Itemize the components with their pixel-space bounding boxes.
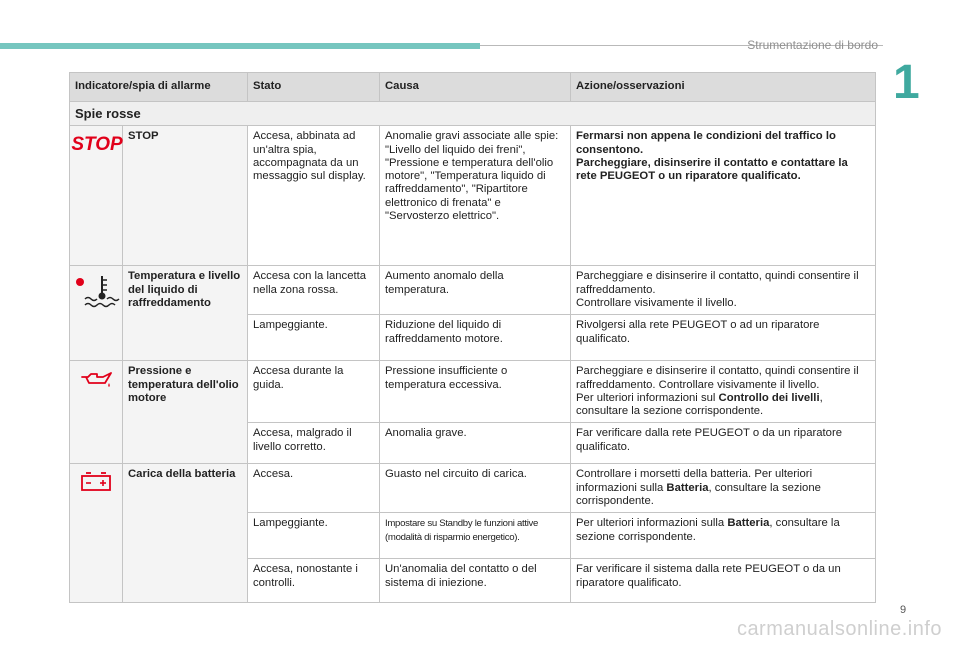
- battery-charge-icon: [79, 472, 113, 492]
- cause-text: Pressione insufficiente o temperatura eccessiva.: [380, 361, 571, 423]
- state-text: Lampeggiante.: [248, 315, 380, 361]
- table-row-oil: [70, 361, 876, 423]
- action-text: Rivolgersi alla rete PEUGEOT o ad un riparatore qualificato.: [571, 315, 876, 361]
- table-row-coolant: [70, 266, 876, 315]
- coolant-icon-cell: [70, 266, 123, 361]
- action-text: [571, 126, 876, 266]
- action-text: Far verificare dalla rete PEUGEOT o da un riparatore qualificato.: [571, 423, 876, 464]
- cause-text: Riduzione del liquido di raffreddamento motore.: [380, 315, 571, 361]
- cause-text: Aumento anomalo della temperatura.: [380, 266, 571, 315]
- chapter-number: 1: [893, 56, 920, 109]
- page-number: 9: [900, 604, 907, 616]
- action-line: Controllare visivamente il livello.: [576, 296, 737, 309]
- stop-warning-icon: [71, 134, 123, 156]
- state-text: Accesa con la lancetta nella zona rossa.: [248, 266, 380, 315]
- warning-lights-table: [69, 72, 876, 603]
- cause-text: Guasto nel circuito di carica.: [380, 464, 571, 513]
- action-line: Fermarsi non appena le condizioni del traffico lo consentono.: [576, 130, 836, 156]
- table-row-stop: [70, 126, 876, 266]
- category-band-label: Spie rosse: [70, 102, 876, 126]
- cause-text: Anomalia grave.: [380, 423, 571, 464]
- action-part: Per ulteriori informazioni sul: [576, 391, 719, 404]
- state-text: Accesa, malgrado il livello corretto.: [248, 423, 380, 464]
- header-accent-bar: [0, 43, 480, 49]
- action-text: [571, 513, 876, 559]
- indicator-name: Pressione e temperatura dell'olio motore: [123, 361, 248, 464]
- indicator-name: Temperatura e livello del liquido di raffreddamento: [123, 266, 248, 361]
- coolant-temperature-icon: [75, 274, 123, 310]
- action-text: [571, 266, 876, 315]
- cause-text: Anomalie gravi associate alle spie: "Livello del liquido dei freni", "Pressione e temperatura dell'olio motore", "Temperatura liquido di raffreddamento", "Ripartitore elettronico di frenata" e "Servosterzo elettrico".: [380, 126, 571, 266]
- action-text: [571, 361, 876, 423]
- oil-pressure-icon: [76, 369, 116, 391]
- oil-icon-cell: [70, 361, 123, 464]
- action-bold: Controllo dei livelli: [718, 391, 820, 404]
- indicator-name: Carica della batteria: [123, 464, 248, 603]
- battery-icon-cell: [70, 464, 123, 603]
- column-header-indicator: Indicatore/spia di allarme: [70, 73, 248, 102]
- action-bold: Batteria: [727, 517, 770, 530]
- table-header-row: [70, 73, 876, 102]
- column-header-state: Stato: [248, 73, 380, 102]
- state-text: Accesa.: [248, 464, 380, 513]
- action-part: Controllare i morsetti della batteria. Per ulteriori informazioni sulla: [576, 468, 813, 494]
- action-bold: Batteria: [666, 481, 709, 494]
- stop-icon-cell: [70, 126, 123, 266]
- action-part: , consultare la sezione corrispondente.: [576, 517, 840, 543]
- state-text: Accesa, abbinata ad un'altra spia, accompagnata da un messaggio sul display.: [248, 126, 380, 266]
- action-text: Far verificare il sistema dalla rete PEUGEOT o da un riparatore qualificato.: [571, 559, 876, 603]
- watermark[interactable]: carmanualsonline.info: [736, 618, 942, 640]
- section-title: Strumentazione di bordo: [747, 38, 878, 52]
- action-part: Parcheggiare e disinserire il contatto, quindi consentire il raffreddamento. Controllare visivamente il livello.: [576, 365, 859, 391]
- state-text: Accesa durante la guida.: [248, 361, 380, 423]
- state-text: Lampeggiante.: [248, 513, 380, 559]
- action-part: Per ulteriori informazioni sulla: [576, 517, 728, 530]
- state-text: Accesa, nonostante i controlli.: [248, 559, 380, 603]
- action-part: , consultare la sezione corrispondente.: [576, 391, 823, 418]
- cause-text: Un'anomalia del contatto o del sistema di iniezione.: [380, 559, 571, 603]
- action-text: [571, 464, 876, 513]
- action-part: , consultare la sezione corrispondente.: [576, 481, 821, 508]
- category-band: [70, 102, 876, 126]
- column-header-cause: Causa: [380, 73, 571, 102]
- cause-text: Impostare su Standby le funzioni attive (modalità di risparmio energetico).: [380, 513, 571, 559]
- svg-text:STOP: STOP: [71, 134, 123, 156]
- action-line: Parcheggiare e disinserire il contatto, quindi consentire il raffreddamento.: [576, 270, 859, 296]
- column-header-action: Azione/osservazioni: [571, 73, 876, 102]
- table-row-battery: [70, 464, 876, 513]
- indicator-name: STOP: [123, 126, 248, 266]
- action-line: Parcheggiare, disinserire il contatto e contattare la rete PEUGEOT o un riparatore qualificato.: [576, 156, 848, 183]
